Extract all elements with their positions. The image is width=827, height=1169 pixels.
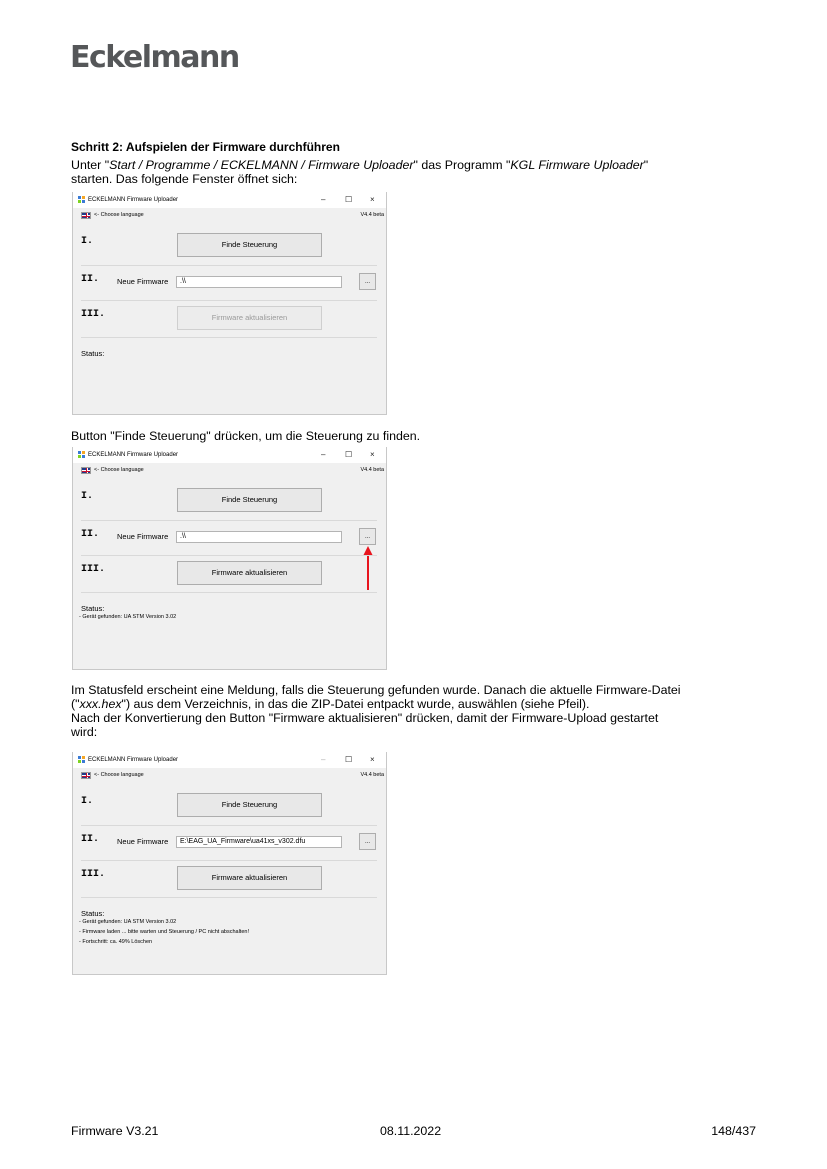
maximize-icon[interactable]: ☐ [345,755,353,764]
firmware-path-input[interactable]: .\\ [176,531,342,543]
step-3-label: III. [81,564,106,575]
separator [81,300,377,301]
title-bar [73,752,386,768]
status-line: - Firmware laden ... bitte warten und Steuerung / PC nicht abschalten! [79,929,249,935]
window-title: ECKELMANN Firmware Uploader [88,197,179,203]
update-firmware-button[interactable]: Firmware aktualisieren [177,866,322,890]
minimize-icon[interactable]: – [321,755,326,764]
step-1-label: I. [81,796,94,807]
browse-button[interactable]: ... [359,528,376,545]
uk-flag-icon[interactable] [81,212,91,219]
step-3-label: III. [81,309,106,320]
firmware-label: Neue Firmware [117,532,169,541]
status-line: - Gerät gefunden: UA STM Version 3.02 [79,614,177,620]
eckelmann-logo: Eckelmann [70,40,239,75]
file-name: xxx.hex [79,697,122,711]
step-1-label: I. [81,236,94,247]
firmware-label: Neue Firmware [117,837,169,846]
app-icon [78,756,85,763]
title-bar [73,447,386,463]
window-title: ECKELMANN Firmware Uploader [88,757,179,763]
update-firmware-button[interactable]: Firmware aktualisieren [177,306,322,330]
find-controller-button[interactable]: Finde Steuerung [177,793,322,817]
app-icon [78,451,85,458]
uploader-window-3 [72,752,387,975]
firmware-path-input[interactable]: E:\EAG_UA_Firmware\ua41xs_v302.dfu [176,836,342,848]
red-arrow-icon [362,546,374,591]
footer-firmware-version: Firmware V3.21 [71,1124,159,1138]
find-instruction: Button "Finde Steuerung" drücken, um die Steuerung zu finden. [71,429,421,443]
separator [81,825,377,826]
uk-flag-icon[interactable] [81,467,91,474]
step-1-label: I. [81,491,94,502]
update-firmware-button[interactable]: Firmware aktualisieren [177,561,322,585]
status-line: - Fortschritt: ca. 49% Löschen [79,939,153,945]
version-label: V4.4 beta [360,467,384,473]
language-row [73,769,386,783]
language-row [73,209,386,223]
step-3-label: III. [81,869,106,880]
intro-paragraph: Unter "Start / Programme / ECKELMANN / Firmware Uploader" das Programm "KGL Firmware Uploader" starten. Das folgende Fenster öffnet sich: [71,158,649,186]
firmware-label: Neue Firmware [117,277,169,286]
close-icon[interactable]: × [370,195,375,204]
step-2-label: II. [81,834,100,845]
step-2-label: II. [81,529,100,540]
browse-button[interactable]: ... [359,833,376,850]
find-controller-button[interactable]: Finde Steuerung [177,233,322,257]
browse-button[interactable]: ... [359,273,376,290]
title-bar [73,192,386,208]
status-line: - Gerät gefunden: UA STM Version 3.02 [79,919,177,925]
status-label: Status: [81,909,105,918]
status-label: Status: [81,349,105,358]
language-row [73,464,386,478]
maximize-icon[interactable]: ☐ [345,450,353,459]
separator [81,337,377,338]
choose-language-label[interactable]: <- Choose language [94,772,144,778]
close-icon[interactable]: × [370,450,375,459]
uploader-window-2 [72,447,387,670]
window-title: ECKELMANN Firmware Uploader [88,452,179,458]
separator [81,897,377,898]
maximize-icon[interactable]: ☐ [345,195,353,204]
program-name: KGL Firmware Uploader [510,158,644,172]
separator [81,860,377,861]
footer-date: 08.11.2022 [380,1124,442,1138]
status-label: Status: [81,604,105,613]
select-file-instructions: Im Statusfeld erscheint eine Meldung, falls die Steuerung gefunden wurde. Danach die aktuelle Firmware-Datei ("xxx.hex") aus dem Verzeichnis, in das die ZIP-Datei entpackt wurde, auswählen (siehe Pfeil). Nach der Konvertierung den Button "Firmware aktualisieren" drücken, damit der Firmware-Upload gestartet wird: [71,683,681,739]
separator [81,592,377,593]
step-2-label: II. [81,274,100,285]
separator [81,520,377,521]
version-label: V4.4 beta [360,212,384,218]
menu-path: Start / Programme / ECKELMANN / Firmware Uploader [109,158,414,172]
separator [81,265,377,266]
close-icon[interactable]: × [370,755,375,764]
uk-flag-icon[interactable] [81,772,91,779]
firmware-path-input[interactable]: .\\ [176,276,342,288]
minimize-icon[interactable]: – [321,195,326,204]
version-label: V4.4 beta [360,772,384,778]
footer-page-number: 148/437 [711,1124,756,1138]
find-controller-button[interactable]: Finde Steuerung [177,488,322,512]
app-icon [78,196,85,203]
separator [81,555,377,556]
choose-language-label[interactable]: <- Choose language [94,212,144,218]
choose-language-label[interactable]: <- Choose language [94,467,144,473]
minimize-icon[interactable]: – [321,450,326,459]
section-heading: Schritt 2: Aufspielen der Firmware durchführen [71,140,340,154]
uploader-window-1 [72,192,387,415]
